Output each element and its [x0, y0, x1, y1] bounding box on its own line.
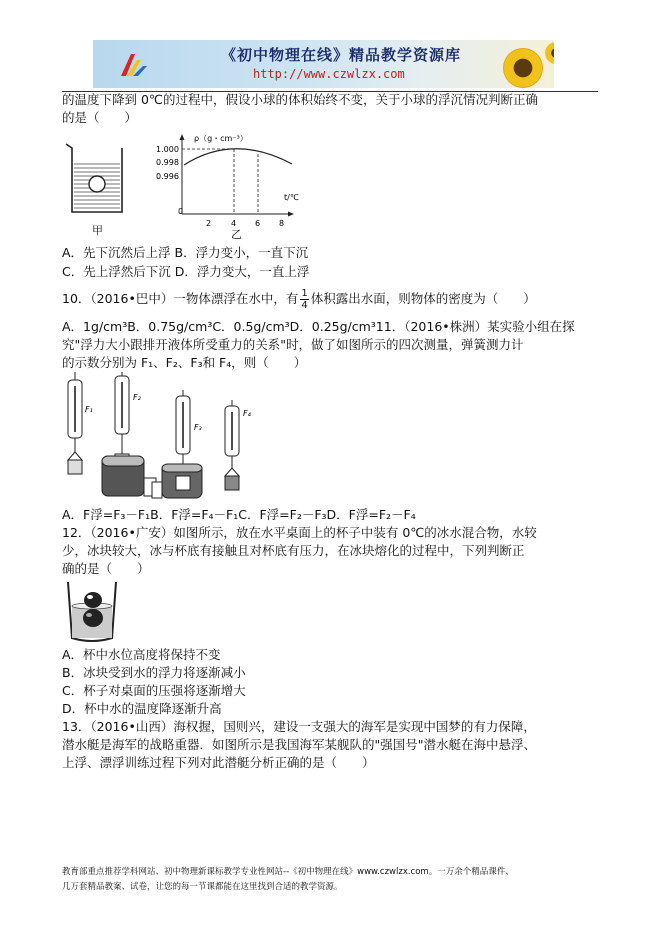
label-F2: F₂ [133, 393, 141, 402]
label-F4: F₄ [243, 409, 251, 418]
graph-xlabel: t/℃ [284, 193, 299, 202]
density-curve [184, 149, 292, 165]
spring-scale-figure [62, 372, 282, 502]
xtick-4: 4 [231, 219, 237, 228]
q10-frac-den: 4 [301, 300, 308, 311]
q12-line3: 确的是（ ） [62, 561, 150, 576]
graph-ylabel: ρ（g・cm⁻³） [194, 134, 248, 143]
q12-opt-c: C．杯子对桌面的压强将逐渐增大 [62, 683, 246, 698]
ytick-1: 1.000 [156, 145, 179, 154]
q9-line2: 的是（ ） [62, 110, 138, 125]
header-banner [93, 40, 554, 88]
ice-cup-figure [62, 578, 122, 642]
xtick-8: 8 [279, 219, 285, 228]
xtick-0: 0 [178, 207, 184, 216]
footer-line1: 教育部重点推荐学科网站、初中物理新课标教学专业性网站--《初中物理在线》www.czwlzx.com。一万余个精品课件、 [62, 867, 514, 877]
fig-jia-label: 甲 [92, 224, 103, 237]
q11-line2: 究"浮力大小跟排开液体所受重力的关系"时，做了如图所示的四次测量，弹簧测力计 [62, 337, 524, 352]
spring-scale-2 [102, 372, 156, 496]
ytick-3: 0.996 [156, 172, 179, 181]
label-F3: F₃ [194, 423, 202, 432]
xtick-2: 2 [206, 219, 212, 228]
q13-line2: 潜水艇是海军的战略重器．如图所示是我国海军某舰队的"强国号"潜水艇在海中悬浮、 [62, 737, 537, 752]
spring-scale-3 [152, 390, 202, 498]
site-logo-icon [115, 48, 149, 82]
q11-options: A．F浮=F₃－F₁B．F浮=F₄－F₁C．F浮=F₂－F₃D．F浮=F₂－F₄ [62, 507, 416, 522]
q9-line1: 的温度下降到 0℃的过程中，假设小球的体积始终不变，关于小球的浮沉情况判断正确 [62, 92, 538, 107]
q13-line1: 13．（2016•山西）海权握，国则兴，建设一支强大的海军是实现中国梦的有力保障， [62, 719, 536, 734]
sunflower-small-icon [545, 42, 554, 64]
banner-url: http://www.czwlzx.com [253, 67, 405, 81]
q12-opt-b: B．冰块受到水的浮力将逐渐减小 [62, 665, 246, 680]
q10-stem [62, 288, 536, 311]
xtick-6: 6 [255, 219, 261, 228]
q12-opt-d: D．杯中水的温度降逐渐升高 [62, 701, 222, 716]
q9-options-ab: A．先下沉然后上浮 B．浮力变小，一直下沉 [62, 245, 309, 260]
q10-stem-a: 10．（2016•巴中）一物体漂浮在水中，有 [62, 291, 299, 306]
q11-line1: A．1g/cm³B．0.75g/cm³C．0.5g/cm³D．0.25g/cm³11．（2016•株洲）某实验小组在探 [62, 319, 575, 334]
q12-line1: 12．（2016•广安）如图所示，放在水平桌面上的杯子中装有 0℃的冰水混合物，水较 [62, 525, 537, 540]
ytick-2: 0.998 [156, 158, 179, 167]
spring-scale-1 [68, 372, 93, 474]
q10-frac-num: 1 [301, 288, 308, 299]
q10-stem-b: 体积露出水面，则物体的密度为（ ） [310, 291, 536, 306]
q11-line3: 的示数分别为 F₁、F₂、F₃和 F₄，则（ ） [62, 355, 307, 370]
density-graph [150, 132, 300, 232]
footer-line2: 几万套精品教案、试卷，让您的每一节课都能在这里找到合适的教学资源。 [62, 882, 343, 892]
banner-title: 《初中物理在线》精品教学资源库 [221, 46, 462, 64]
q12-opt-a: A．杯中水位高度将保持不变 [62, 647, 221, 662]
sunflower-icon [503, 48, 543, 88]
q10-fraction [300, 288, 308, 311]
q9-options-cd: C．先上浮然后下沉 D．浮力变大，一直上浮 [62, 264, 310, 279]
beaker-figure [62, 138, 132, 218]
ice-block-icon [84, 592, 102, 608]
ball-icon [89, 176, 105, 192]
q13-line3: 上浮、漂浮训练过程下列对此潜艇分析正确的是（ ） [62, 755, 375, 770]
q12-line2: 少，冰块较大，冰与杯底有接触且对杯底有压力，在冰块熔化的过程中，下列判断正 [62, 543, 525, 558]
label-F1: F₁ [85, 405, 93, 414]
spring-scale-4 [225, 400, 252, 490]
fig-yi-label: 乙 [231, 228, 242, 241]
